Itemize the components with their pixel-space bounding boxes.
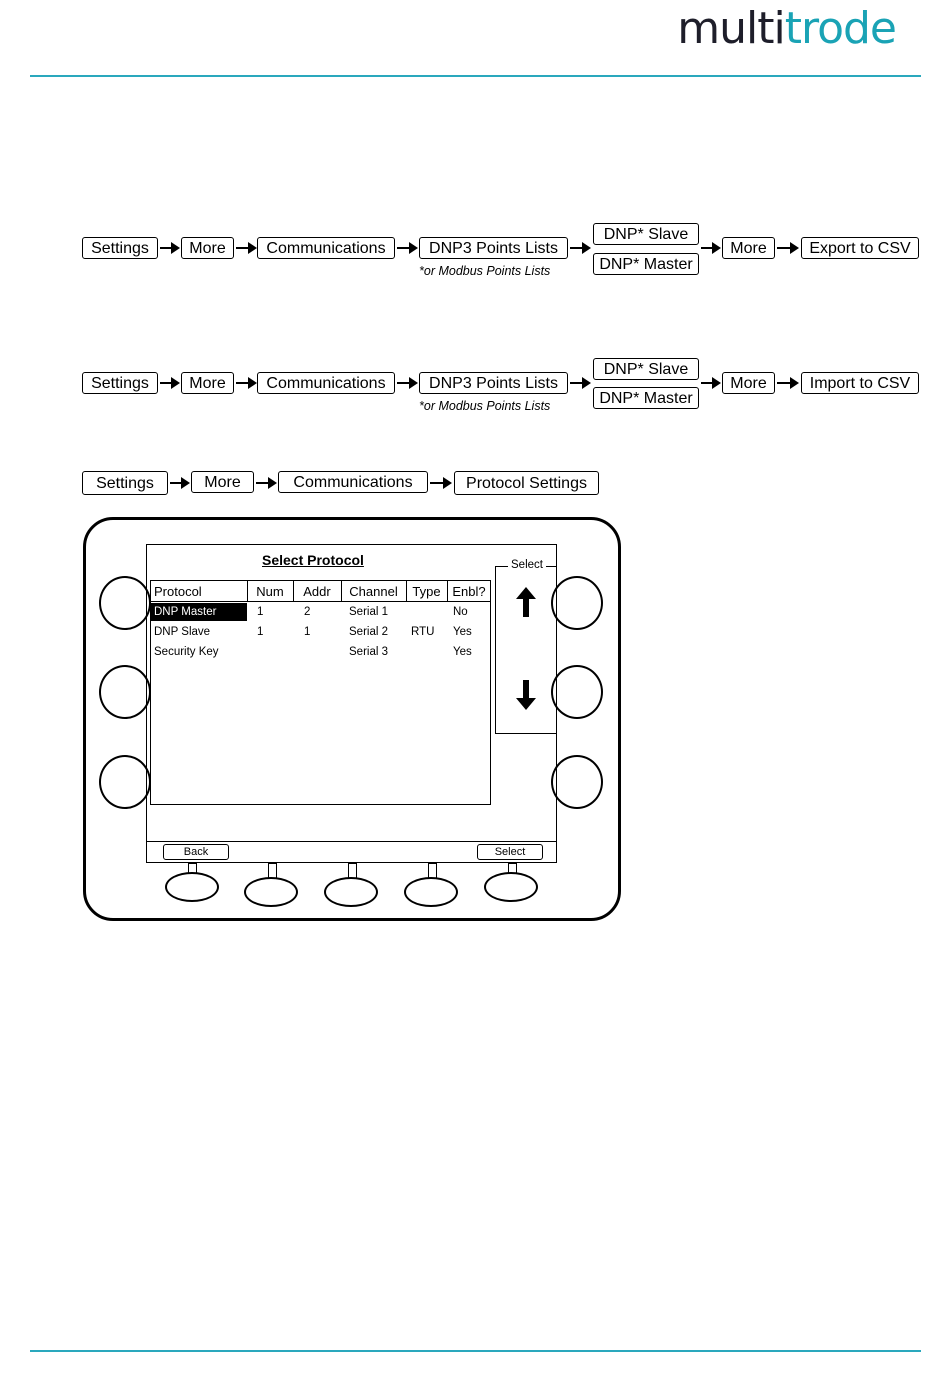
table-cell-enbl: No: [453, 606, 468, 618]
flow-more-box: More: [191, 471, 254, 493]
col-header-addr: Addr: [293, 581, 342, 602]
flow-arrow: [236, 382, 255, 384]
table-cell-channel: Serial 3: [349, 646, 388, 658]
col-header-num: Num: [247, 581, 294, 602]
flow-communications-box: Communications: [257, 237, 395, 259]
right-key-1[interactable]: [551, 576, 603, 630]
flow-arrow: [160, 247, 178, 249]
flow-import-csv-box: Import to CSV: [801, 372, 919, 394]
table-cell-type: RTU: [411, 626, 435, 638]
left-key-1[interactable]: [99, 576, 151, 630]
screen-title: Select Protocol: [262, 552, 364, 568]
flow-communications-box: Communications: [278, 471, 428, 493]
table-cell-channel: Serial 2: [349, 626, 388, 638]
flow-arrow: [430, 482, 450, 484]
flow-settings-box: Settings: [82, 471, 168, 495]
flow-settings-box: Settings: [82, 237, 158, 259]
flow-arrow: [170, 482, 188, 484]
flow-export-csv-box: Export to CSV: [801, 237, 919, 259]
flow-arrow: [570, 382, 589, 384]
footer-rule: [30, 1350, 921, 1352]
flow-more-box: More: [722, 237, 775, 259]
col-header-protocol: Protocol: [150, 581, 248, 602]
table-cell-addr: 2: [304, 606, 311, 618]
flow-arrow: [777, 382, 797, 384]
flow-arrow: [397, 247, 416, 249]
table-row-protocol[interactable]: DNP Slave: [154, 626, 211, 638]
flow-arrow: [236, 247, 255, 249]
col-header-type: Type: [406, 581, 448, 602]
col-header-enbl: Enbl?: [447, 581, 491, 602]
table-row-protocol[interactable]: DNP Master: [151, 603, 247, 621]
table-cell-enbl: Yes: [453, 626, 472, 638]
flow-more-box: More: [722, 372, 775, 394]
back-button[interactable]: Back: [163, 844, 229, 860]
select-side-label: Select: [508, 559, 546, 571]
bottom-key-3[interactable]: [324, 877, 378, 907]
col-header-channel: Channel: [341, 581, 407, 602]
flow-more-box: More: [181, 237, 234, 259]
flow-communications-box: Communications: [257, 372, 395, 394]
flow-dnp-master-box: DNP* Master: [593, 387, 699, 409]
table-cell-addr: 1: [304, 626, 311, 638]
flow-arrow: [777, 247, 797, 249]
select-button[interactable]: Select: [477, 844, 543, 860]
right-key-2[interactable]: [551, 665, 603, 719]
table-row-protocol[interactable]: Security Key: [154, 646, 219, 658]
multitrode-logo: multitrode: [677, 3, 896, 54]
right-key-3[interactable]: [551, 755, 603, 809]
flow-note: *or Modbus Points Lists: [419, 399, 551, 413]
flow-arrow: [570, 247, 589, 249]
bottom-key-5[interactable]: [484, 872, 538, 902]
flow-dnp-slave-box: DNP* Slave: [593, 358, 699, 380]
flow-dnp3-points-box: DNP3 Points Lists: [419, 372, 568, 394]
table-cell-num: 1: [257, 626, 264, 638]
left-key-2[interactable]: [99, 665, 151, 719]
bottom-key-2[interactable]: [244, 877, 298, 907]
arrow-up-icon[interactable]: [514, 586, 538, 618]
flow-arrow: [160, 382, 178, 384]
flow-protocol-settings-box: Protocol Settings: [454, 471, 599, 495]
flow-arrow: [701, 382, 719, 384]
table-cell-num: 1: [257, 606, 264, 618]
table-cell-channel: Serial 1: [349, 606, 388, 618]
flow-dnp-slave-box: DNP* Slave: [593, 223, 699, 245]
table-cell-enbl: Yes: [453, 646, 472, 658]
bottom-key-4[interactable]: [404, 877, 458, 907]
flow-dnp-master-box: DNP* Master: [593, 253, 699, 275]
flow-arrow: [397, 382, 416, 384]
header-rule: [30, 75, 921, 77]
flow-more-box: More: [181, 372, 234, 394]
flow-dnp3-points-box: DNP3 Points Lists: [419, 237, 568, 259]
flow-arrow: [256, 482, 275, 484]
flow-note: *or Modbus Points Lists: [419, 264, 551, 278]
arrow-down-icon[interactable]: [514, 679, 538, 711]
left-key-3[interactable]: [99, 755, 151, 809]
flow-settings-box: Settings: [82, 372, 158, 394]
flow-arrow: [701, 247, 719, 249]
bottom-key-1[interactable]: [165, 872, 219, 902]
